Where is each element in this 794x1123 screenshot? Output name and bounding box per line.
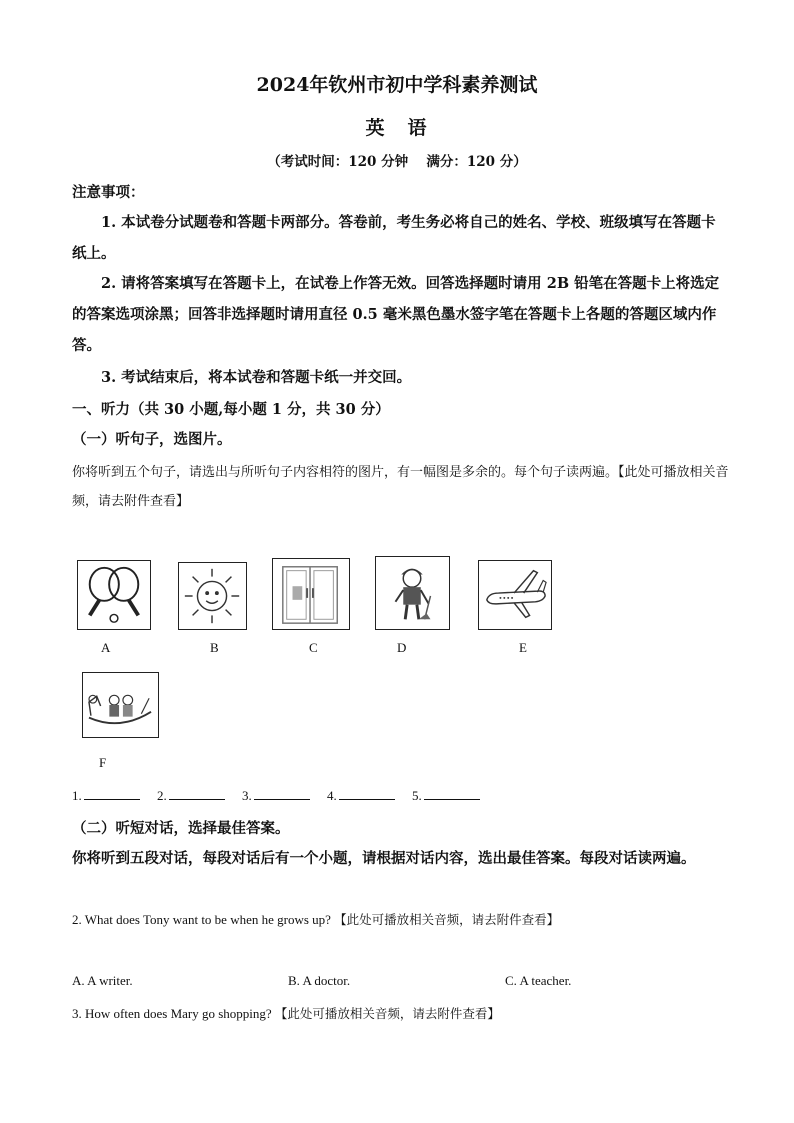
- boy-sweeping-icon: [376, 557, 449, 629]
- picture-b: [178, 562, 247, 630]
- answer-blank-5-label: 5.: [412, 788, 422, 803]
- note-item-1: 1. 本试卷分试题卷和答题卡两部分。答卷前，考生务必将自己的姓名、学校、班级填写在答题卡纸上。: [72, 214, 716, 262]
- part2-instruction: 你将听到五段对话，每段对话后有一个小题，请根据对话内容，选出最佳答案。每段对话读两遍。: [72, 850, 696, 867]
- subject-title: 英 语: [365, 117, 429, 139]
- answer-blank-5[interactable]: [424, 787, 480, 800]
- answer-blank-4[interactable]: [339, 787, 395, 800]
- sun-icon: [179, 563, 246, 629]
- question-3-audio-note: 【此处可播放相关音频，请去附件查看】: [274, 1006, 500, 1021]
- picture-d: [375, 556, 450, 630]
- question-2-option-a[interactable]: A. A writer.: [72, 973, 133, 988]
- picture-label-d: D: [397, 640, 407, 655]
- picture-label-a: A: [101, 640, 111, 655]
- fridge-icon: [273, 559, 349, 629]
- picture-label-e: E: [519, 640, 527, 655]
- picture-e: [478, 560, 552, 630]
- note-item-2: 2. 请将答案填写在答题卡上，在试卷上作答无效。回答选择题时请用 2B 铅笔在答题卡上将选定的答案选项涂黑；回答非选择题时请用直径 0.5 毫米黑色墨水签字笔在答题卡上各题的答题区域内作答。: [72, 275, 720, 354]
- question-2-option-b[interactable]: B. A doctor.: [288, 973, 351, 988]
- answer-blank-2[interactable]: [169, 787, 225, 800]
- answer-blank-2-label: 2.: [157, 788, 167, 803]
- question-2-audio-note: 【此处可播放相关音频，请去附件查看】: [334, 912, 560, 927]
- picture-c: [272, 558, 350, 630]
- section1-heading: 一、听力（共 30 小题,每小题 1 分，共 30 分）: [72, 401, 390, 418]
- note-item-3: 3. 考试结束后，将本试卷和答题卡纸一并交回。: [101, 369, 412, 386]
- airplane-icon: [479, 561, 551, 629]
- picture-label-f: F: [99, 755, 107, 770]
- exam-title: 2024年钦州市初中学科素养测试: [256, 74, 538, 96]
- ping-pong-icon: [78, 561, 150, 629]
- part1-heading: （一）听句子，选图片。: [72, 431, 232, 448]
- question-2: [72, 910, 559, 928]
- answer-blank-1[interactable]: [84, 787, 140, 800]
- answer-blank-3[interactable]: [254, 787, 310, 800]
- question-3-stem: 3. How often does Mary go shopping?: [72, 1006, 272, 1021]
- question-2-stem: 2. What does Tony want to be when he grows up?: [72, 912, 331, 927]
- notes-heading: 注意事项：: [72, 184, 145, 201]
- answer-blank-4-label: 4.: [327, 788, 337, 803]
- picture-label-c: C: [309, 640, 318, 655]
- picture-label-b: B: [210, 640, 219, 655]
- part2-heading: （二）听短对话，选择最佳答案。: [72, 820, 290, 837]
- part1-instruction: 你将听到五个句子，请选出与所听句子内容相符的图片，有一幅图是多余的。每个句子读两遍。【此处可播放相关音频，请去附件查看】: [72, 465, 729, 509]
- answer-blank-3-label: 3.: [242, 788, 252, 803]
- picture-a: [77, 560, 151, 630]
- exam-info: （考试时间：120 分钟 满分：120 分）: [267, 154, 527, 170]
- answer-blank-row: [72, 787, 480, 804]
- dragon-boat-icon: [83, 673, 158, 737]
- question-2-option-c[interactable]: C. A teacher.: [505, 973, 572, 988]
- question-3: [72, 1004, 500, 1022]
- answer-blank-1-label: 1.: [72, 788, 82, 803]
- picture-f: [82, 672, 159, 738]
